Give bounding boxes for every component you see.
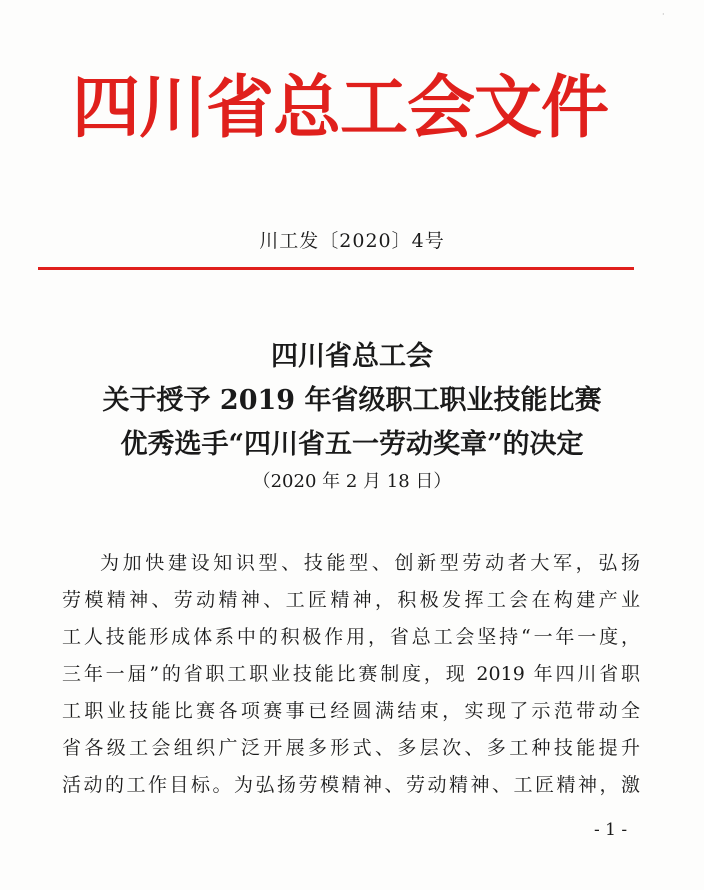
body-line-6: 省各级工会组织广泛开展多形式、多层次、多工种技能提升 [62, 737, 640, 759]
body-line-4: 三年一届”的省职工职业技能比赛制度，现 2019 年四川省职 [62, 663, 640, 685]
decision-date: （2020 年 2 月 18 日） [252, 471, 452, 492]
decision-title [0, 335, 704, 467]
document-number: 川工发〔2020〕4号 [259, 230, 445, 252]
body-line-3: 工人技能形成体系中的积极作用，省总工会坚持“一年一度， [62, 626, 640, 648]
page-number: - 1 - [594, 820, 628, 840]
body-line-1: 为加快建设知识型、技能型、创新型劳动者大军，弘扬 [100, 552, 640, 574]
body-line-7: 活动的工作目标。为弘扬劳模精神、劳动精神、工匠精神，激 [62, 774, 640, 796]
decision-title-line-3: 优秀选手“四川省五一劳动奖章”的决定 [120, 429, 584, 460]
document-header-title: 四川省总工会文件 [71, 69, 608, 148]
decision-title-line-2: 关于授予 2019 年省级职工职业技能比赛 [102, 385, 602, 416]
scan-corner-mark: · [662, 10, 665, 19]
header-red-rule [38, 267, 634, 270]
body-paragraph [62, 545, 640, 804]
body-line-5: 工职业技能比赛各项赛事已经圆满结束，实现了示范带动全 [62, 700, 640, 722]
decision-title-line-1: 四川省总工会 [271, 341, 433, 372]
body-line-2: 劳模精神、劳动精神、工匠精神，积极发挥工会在构建产业 [62, 589, 640, 611]
